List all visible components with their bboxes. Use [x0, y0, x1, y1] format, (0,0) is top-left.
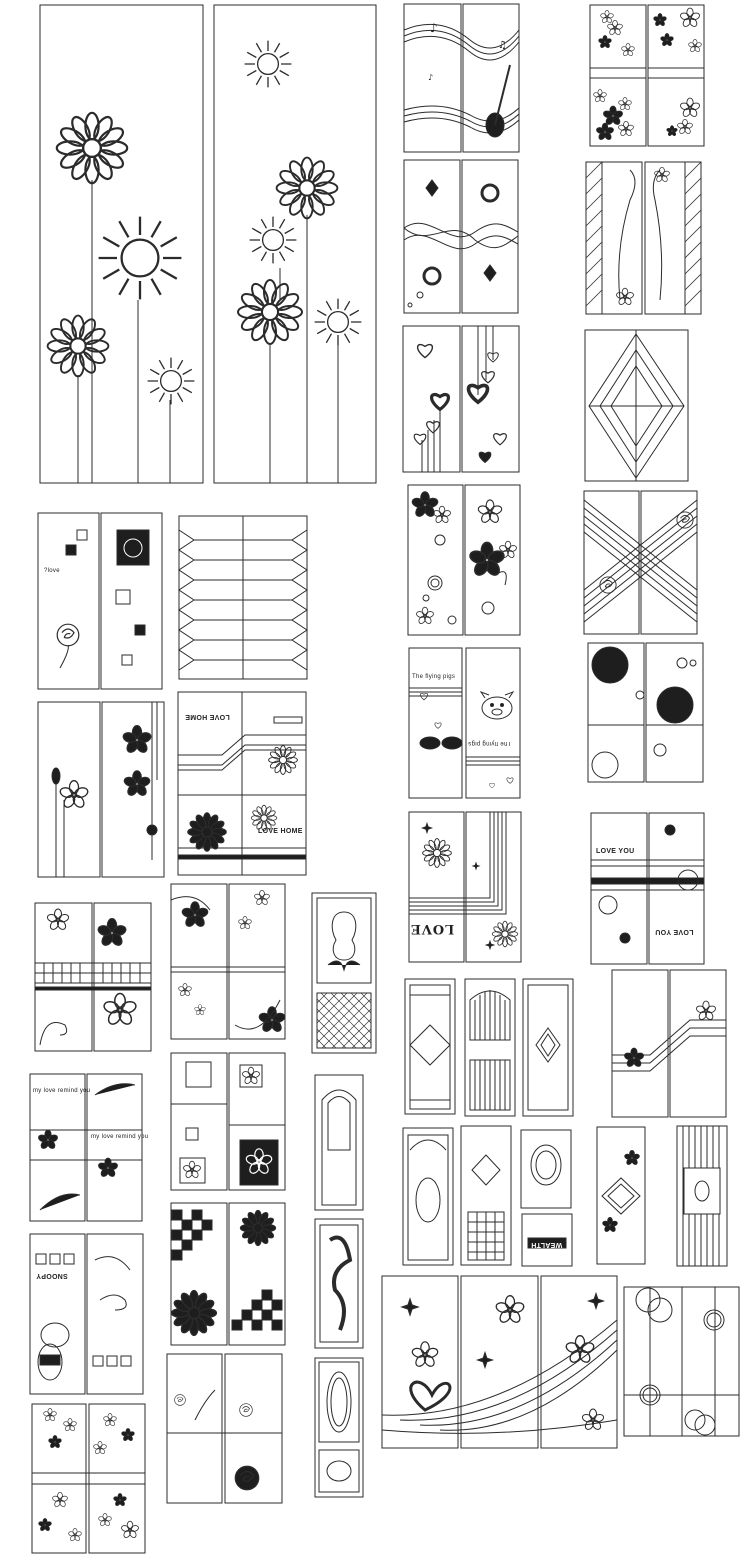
panel-rose-stems: [167, 1354, 282, 1503]
panel-love-stripes: [409, 812, 521, 962]
panel-vertical-notes: [30, 1074, 142, 1221]
remind-label-2: my love remind you: [91, 1134, 149, 1140]
panel-checker-flower: [171, 1203, 285, 1345]
panel-music-guitar: [404, 4, 519, 152]
panel-love-you: [591, 813, 704, 964]
panel-chevron-grid: [179, 516, 307, 679]
love-caption: ?love: [44, 568, 60, 574]
panel-striped-oval: [677, 1126, 727, 1266]
panel-tile-swirl: [35, 903, 151, 1051]
panel-flower-dots: [32, 1404, 145, 1553]
panel-carved-door-1: [405, 979, 455, 1114]
panel-hearts: [403, 326, 519, 472]
panel-tall-daisy-right: [214, 5, 376, 483]
remind-label-1: my love remind you: [33, 1088, 91, 1094]
panel-diagonal-stripe: [612, 970, 726, 1117]
panel-classic-mirror-1: [312, 893, 376, 1053]
panel-wave-circles: [404, 160, 518, 313]
panel-square-flowers: [171, 1053, 285, 1190]
panel-clover-vine: [38, 702, 164, 877]
love-home-label-bottom: LOVE HOME: [258, 828, 303, 835]
panel-diagonal-rose: [584, 491, 697, 634]
love-you-label-2: LOVE YOU: [655, 928, 694, 935]
svg-text:♫: ♫: [498, 40, 507, 51]
panel-oval-mirror: [315, 1358, 363, 1497]
panel-carved-door-2: [465, 979, 515, 1116]
panel-ornate-1: [403, 1128, 453, 1265]
panel-classic-mirror-3: [315, 1219, 363, 1348]
panel-rose-squares: [38, 513, 162, 689]
panel-carved-door-3: [523, 979, 573, 1116]
wealth-label: WEALTH: [531, 1241, 563, 1248]
panel-heart-swoosh: [382, 1276, 617, 1448]
panel-diamond: [585, 330, 688, 481]
svg-text:♪: ♪: [428, 73, 434, 82]
panel-ornate-2: [461, 1126, 511, 1265]
panel-scattered-flowers: [590, 5, 704, 146]
panel-snoopy: [30, 1234, 143, 1394]
love-big-label: LOVE: [410, 921, 455, 936]
panel-flower-circles: [408, 485, 520, 635]
snoopy-label: SNOOPY: [36, 1272, 68, 1279]
panel-branch-flowers: [171, 884, 286, 1039]
panel-flying-pigs: [409, 648, 520, 798]
panel-dark-roses: [588, 643, 703, 782]
panel-diamond-floral: [597, 1127, 645, 1264]
panel-rings: [624, 1287, 739, 1436]
svg-text:♪: ♪: [430, 21, 438, 35]
flying-pigs-label-2: The flying pigs: [468, 740, 512, 746]
panel-classic-mirror-2: [315, 1075, 363, 1210]
panel-hatched-vine: [586, 162, 701, 314]
flying-pigs-label-1: The flying pigs: [412, 674, 456, 680]
love-home-label-top: LOVE HOME: [185, 713, 230, 720]
panel-tall-daisy-left: [40, 5, 203, 483]
love-you-label-1: LOVE YOU: [596, 848, 635, 855]
